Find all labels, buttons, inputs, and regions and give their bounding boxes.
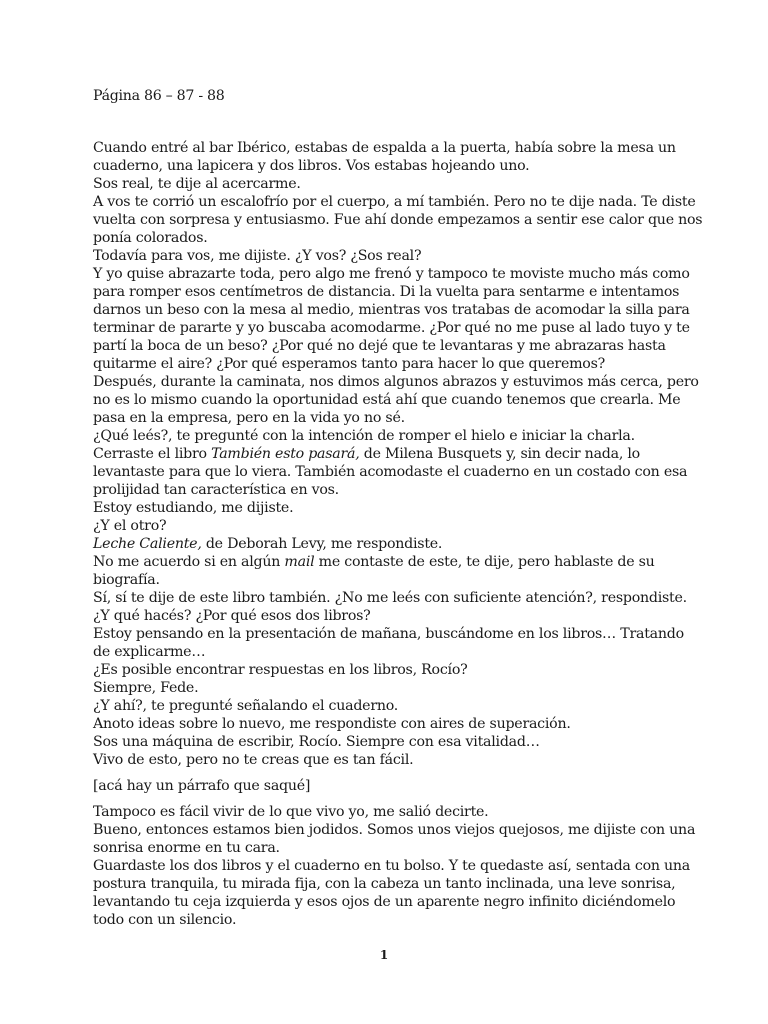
paragraph: Bueno, entonces estamos bien jodidos. Somos unos viejos quejosos, me dijiste con una sonrisa enorme en tu cara. [93, 822, 696, 856]
paragraph: Estoy estudiando, me dijiste. [93, 500, 294, 516]
book-title: Leche Caliente, [93, 536, 202, 552]
paragraph: Sos real, te dije al acercarme. [93, 176, 301, 192]
paragraph: ¿Y qué hacés? ¿Por qué esos dos libros? [93, 608, 371, 624]
paragraph: ¿Y el otro? [93, 518, 167, 534]
paragraph: ¿Qué leés?, te pregunté con la intención de romper el hielo e iniciar la charla. [93, 428, 635, 444]
paragraph: Sos una máquina de escribir, Rocío. Siempre con esa vitalidad… [93, 734, 540, 750]
paragraph: Cuando entré al bar Ibérico, estabas de espalda a la puerta, había sobre la mesa un cuaderno, una lapicera y dos libros. Vos estabas hojeando uno. [93, 140, 676, 174]
paragraph-mail-mention [93, 553, 705, 589]
paragraph: Tampoco es fácil vivir de lo que vivo yo, me salió decirte. [93, 804, 489, 820]
paragraph: Estoy pensando en la presentación de mañana, buscándome en los libros… Tratando de explicarme… [93, 626, 684, 660]
text-run: me contaste de este, te dije, pero hablaste de su biografía. [93, 554, 655, 588]
page-number: 1 [379, 948, 389, 962]
page-range-heading: Página 86 – 87 - 88 [93, 88, 225, 104]
text-run: No me acuerdo si en algún [93, 554, 285, 570]
paragraph: Después, durante la caminata, nos dimos algunos abrazos y estuvimos más cerca, pero no es lo mismo cuando la oportunidad está ahí que cuando tenemos que crearla. Me pasa en la empresa, pero en la vida yo no sé. [93, 374, 699, 426]
paragraph: Y yo quise abrazarte toda, pero algo me frenó y tampoco te moviste mucho más como para romper esos centímetros de distancia. Di la vuelta para sentarme e intentamos darnos un beso con la mesa al medio, mientras vos tratabas de acomodar la silla para terminar de pararte y yo buscaba acomodarme. ¿Por qué no me puse al lado tuyo y te partí la boca de un beso? ¿Por qué no dejé que te levantaras y me abrazaras hasta quitarme el aire? ¿Por qué esperamos tanto para hacer lo que queremos? [93, 266, 690, 372]
paragraph: A vos te corrió un escalofrío por el cuerpo, a mí también. Pero no te dije nada. Te diste vuelta con sorpresa y entusiasmo. Fue ahí donde empezamos a sentir ese calor que nos ponía colorados. [93, 194, 703, 246]
text-run: de Milena Busquets y, sin decir nada, lo levantaste para que lo viera. También acomodaste el cuaderno en un costado con esa prolijidad tan característica en vos. [93, 446, 688, 498]
italic-word: mail [284, 554, 315, 570]
paragraph: ¿Y ahí?, te pregunté señalando el cuaderno. [93, 698, 399, 714]
paragraph-book-mention [93, 535, 705, 553]
paragraph: Todavía para vos, me dijiste. ¿Y vos? ¿Sos real? [93, 248, 422, 264]
paragraph: Siempre, Fede. [93, 680, 199, 696]
text-run: Cerraste el libro [93, 446, 212, 462]
paragraph: Sí, sí te dije de este libro también. ¿No me leés con suficiente atención?, respondiste. [93, 590, 687, 606]
story-text [93, 139, 705, 929]
paragraph-book-mention [93, 445, 705, 499]
editor-note: [acá hay un párrafo que saqué] [93, 778, 311, 794]
book-title: También esto pasará, [211, 446, 360, 462]
paragraph: Anoto ideas sobre lo nuevo, me respondiste con aires de superación. [93, 716, 571, 732]
text-run: de Deborah Levy, me respondiste. [201, 536, 443, 552]
paragraph: Guardaste los dos libros y el cuaderno en tu bolso. Y te quedaste así, sentada con una postura tranquila, tu mirada fija, con la cabeza un tanto inclinada, una leve sonrisa, levantando tu ceja izquierda y esos ojos de un aparente negro infinito diciéndomelo todo con un silencio. [93, 858, 691, 928]
paragraph: ¿Es posible encontrar respuestas en los libros, Rocío? [93, 662, 468, 678]
paragraph: Vivo de esto, pero no te creas que es tan fácil. [93, 752, 414, 768]
